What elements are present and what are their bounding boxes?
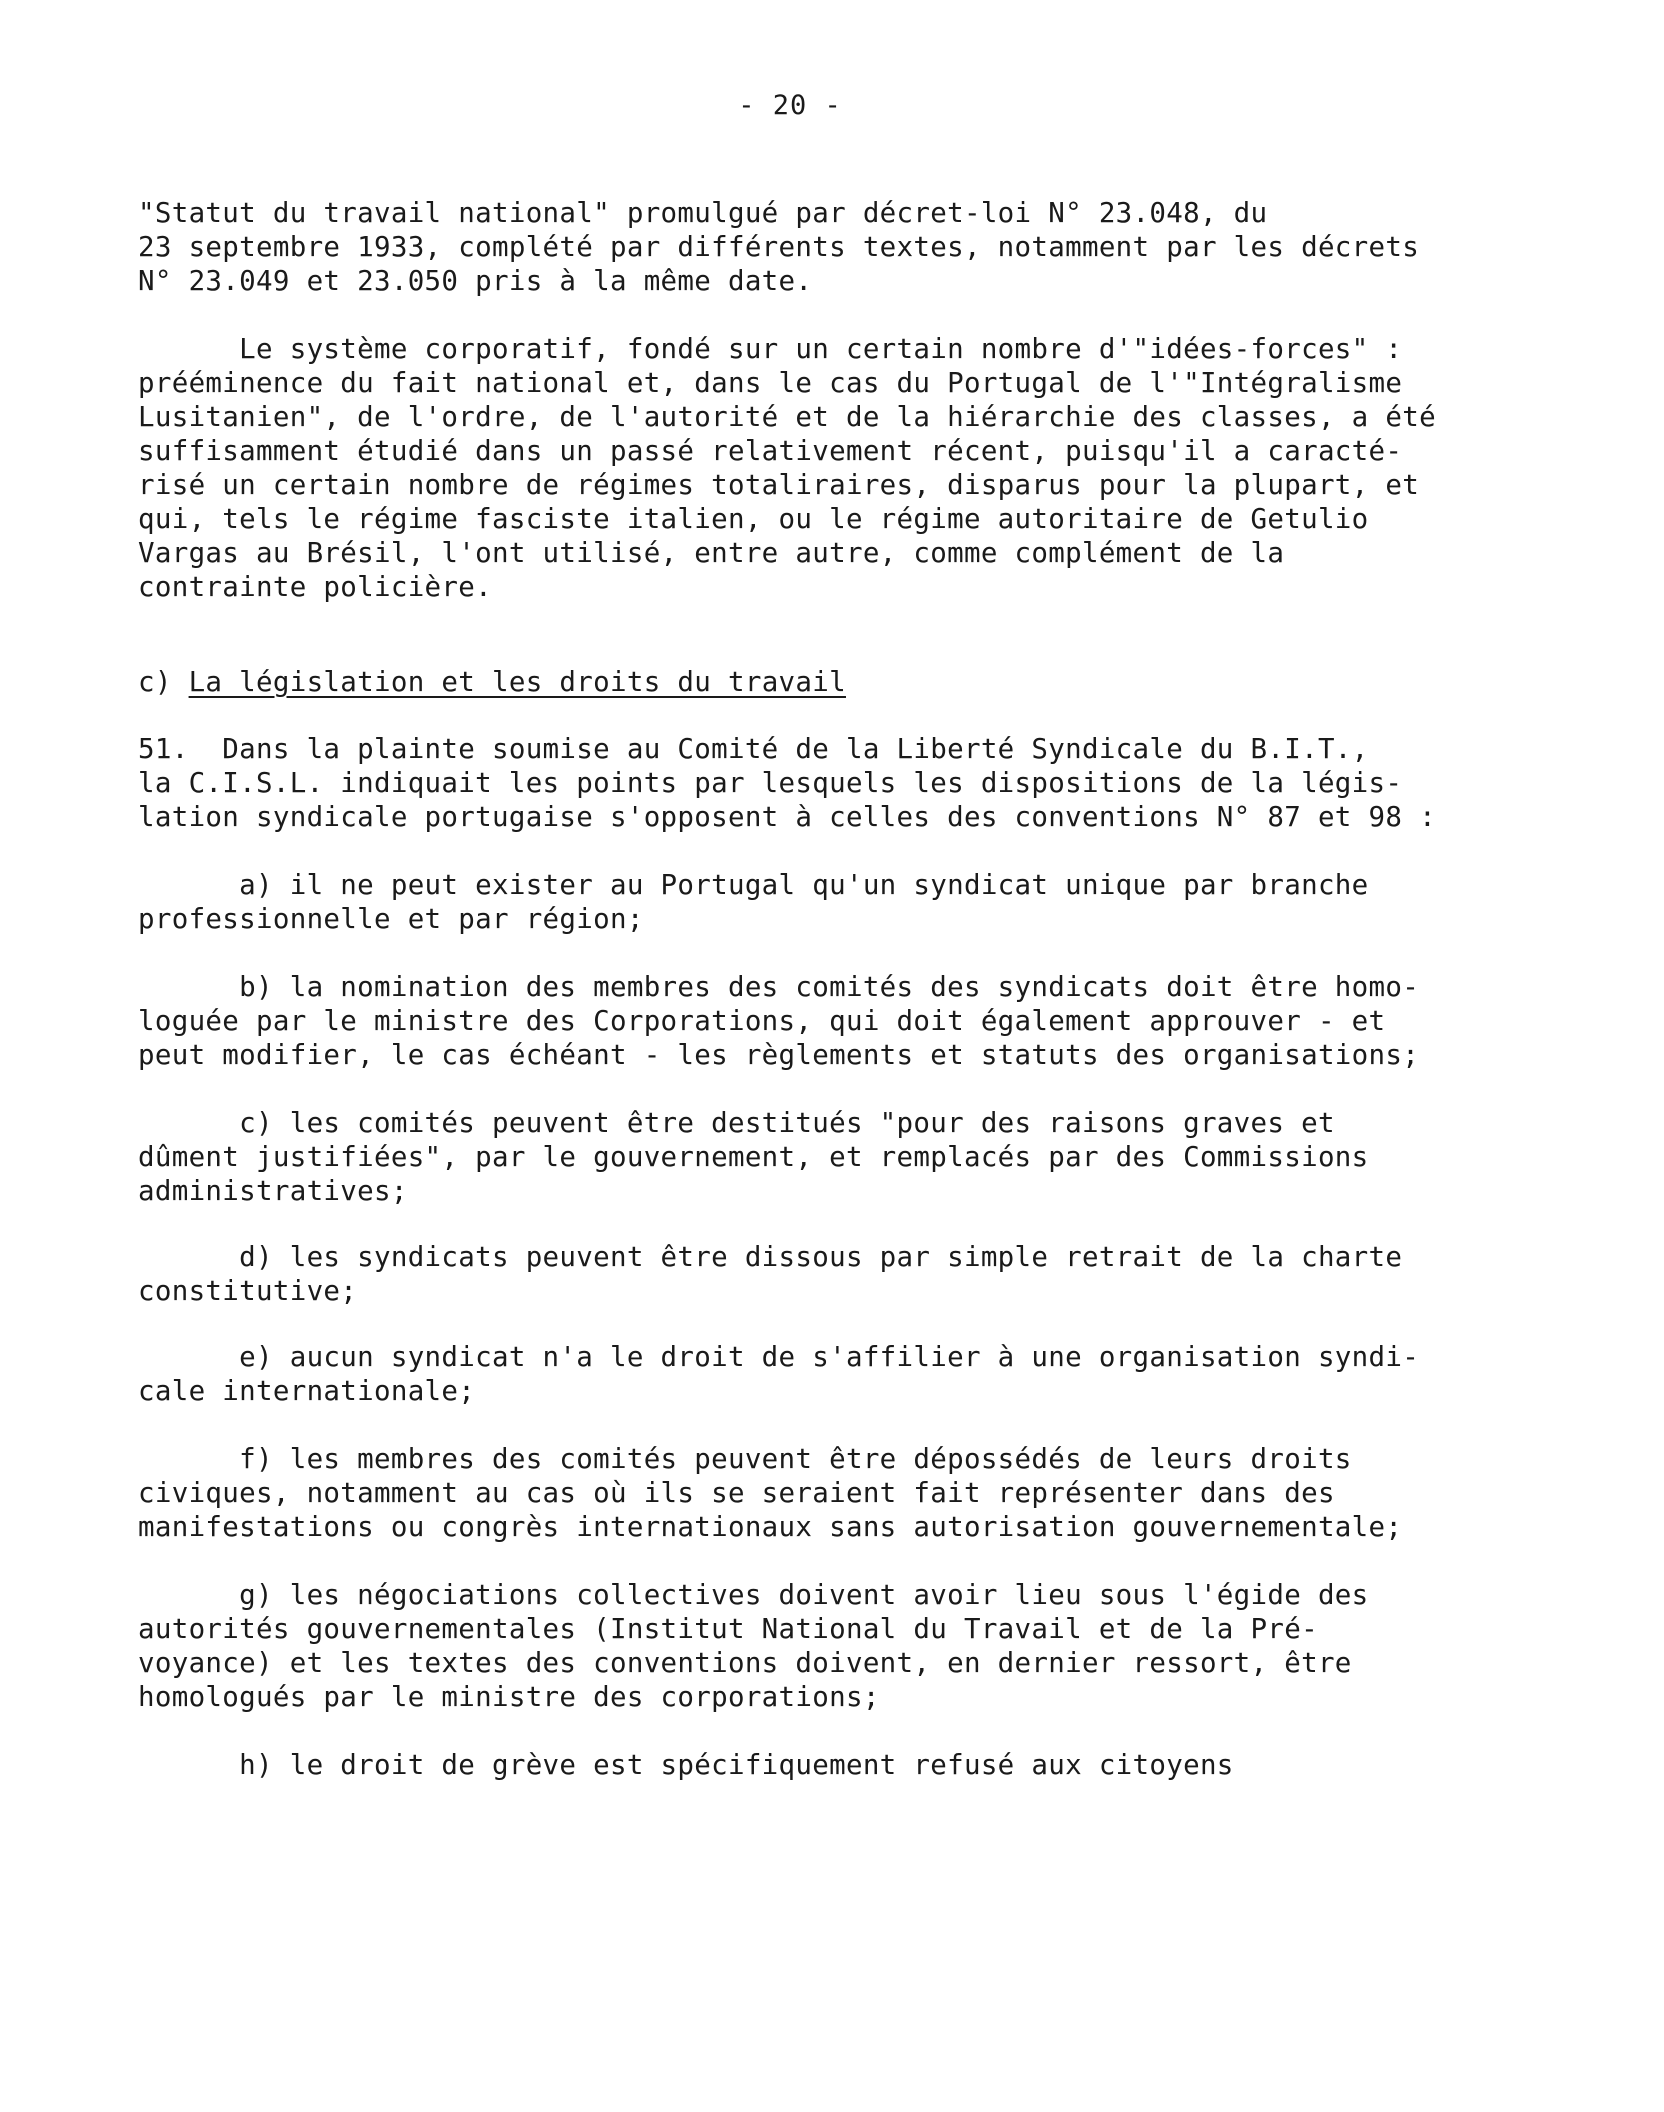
item-g-line-4: homologués par le ministre des corporations; [138, 1681, 880, 1713]
item-c-line-3: administratives; [138, 1175, 408, 1207]
intro-line-2: 23 septembre 1933, complété par différents textes, notamment par les décrets [138, 231, 1420, 263]
item-g-line-1: g) les négociations collectives doivent avoir lieu sous l'égide des [138, 1579, 1369, 1611]
item-d-line-2: constitutive; [138, 1275, 358, 1307]
item-d-line-1: d) les syndicats peuvent être dissous par simple retrait de la charte [138, 1241, 1403, 1273]
page-number: - 20 - [738, 90, 842, 121]
corporatif-line-3: Lusitanien", de l'ordre, de l'autorité et de la hiérarchie des classes, a été [138, 401, 1436, 433]
item-c-line-2: dûment justifiées", par le gouvernement, et remplacés par des Commissions [138, 1141, 1369, 1173]
item-h-line-1: h) le droit de grève est spécifiquement refusé aux citoyens [138, 1749, 1234, 1781]
corporatif-line-8: contrainte policière. [138, 571, 492, 603]
intro-line-1: "Statut du travail national" promulgué par décret-loi N° 23.048, du [138, 197, 1268, 229]
item-f-line-3: manifestations ou congrès internationaux sans autorisation gouvernementale; [138, 1511, 1403, 1543]
corporatif-line-1: Le système corporatif, fondé sur un certain nombre d'"idées-forces" : [138, 333, 1403, 365]
corporatif-line-2: prééminence du fait national et, dans le cas du Portugal de l'"Intégralisme [138, 367, 1403, 399]
item-b-line-3: peut modifier, le cas échéant - les règlements et statuts des organisations; [138, 1039, 1420, 1071]
item-e-line-1: e) aucun syndicat n'a le droit de s'affilier à une organisation syndi- [138, 1341, 1420, 1373]
item-g-line-3: voyance) et les textes des conventions doivent, en dernier ressort, être [138, 1647, 1352, 1679]
item-f-line-1: f) les membres des comités peuvent être dépossédés de leurs droits [138, 1443, 1352, 1475]
para-51-line-1: 51. Dans la plainte soumise au Comité de la Liberté Syndicale du B.I.T., [138, 733, 1369, 765]
section-heading [138, 665, 846, 699]
section-heading-title: La législation et les droits du travail [188, 666, 846, 698]
section-heading-prefix: c) [138, 666, 189, 698]
para-51-line-3: lation syndicale portugaise s'opposent à celles des conventions N° 87 et 98 : [138, 801, 1436, 833]
corporatif-line-5: risé un certain nombre de régimes totaliraires, disparus pour la plupart, et [138, 469, 1420, 501]
corporatif-line-6: qui, tels le régime fasciste italien, ou le régime autoritaire de Getulio [138, 503, 1369, 535]
item-a-line-1: a) il ne peut exister au Portugal qu'un syndicat unique par branche [138, 869, 1369, 901]
item-b-line-2: loguée par le ministre des Corporations, qui doit également approuver - et [138, 1005, 1386, 1037]
item-g-line-2: autorités gouvernementales (Institut National du Travail et de la Pré- [138, 1613, 1318, 1645]
item-f-line-2: civiques, notamment au cas où ils se seraient fait représenter dans des [138, 1477, 1335, 1509]
item-c-line-1: c) les comités peuvent être destitués "pour des raisons graves et [138, 1107, 1335, 1139]
item-a-line-2: professionnelle et par région; [138, 903, 644, 935]
para-51-line-2: la C.I.S.L. indiquait les points par lesquels les dispositions de la légis- [138, 767, 1403, 799]
item-b-line-1: b) la nomination des membres des comités des syndicats doit être homo- [138, 971, 1420, 1003]
corporatif-line-7: Vargas au Brésil, l'ont utilisé, entre autre, comme complément de la [138, 537, 1285, 569]
corporatif-line-4: suffisamment étudié dans un passé relativement récent, puisqu'il a caracté- [138, 435, 1403, 467]
intro-line-3: N° 23.049 et 23.050 pris à la même date. [138, 265, 813, 297]
item-e-line-2: cale internationale; [138, 1375, 476, 1407]
